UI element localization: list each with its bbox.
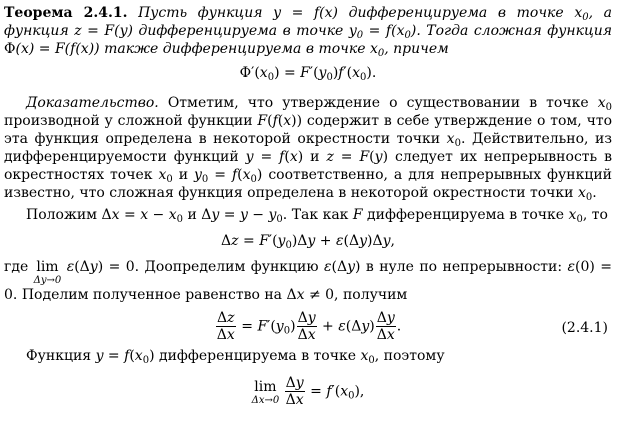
equation-2: $\frac{\Delta z}{\Delta x}$ = $F'(y_0)$ $\frac{\Delta y}{\Delta x}$ + ε(Δy) $\frac{\Delta y}{\Delta x}$ . (2.4.1) xyxy=(216,310,608,343)
equation-1: $\Delta z = F'(y_0)\Delta y + \varepsilon(\Delta y)\Delta y$, xyxy=(221,233,395,251)
theorem: Теорема 2.4.1. Пусть функция y = f(x) дифференцируема в точке $x_0$, а функция z = F(y) дифференцируема в точке $y_0 = f(x_0)$. Тогда сложная функция Φ(x) = F(f(x)) также дифференцируема в точке $x_0$, причем xyxy=(4,5,612,59)
theorem-formula: $\Phi'(x_0) = F'(y_0)f'(x_0)$. xyxy=(239,65,377,83)
equation-number: (2.4.1) xyxy=(561,320,608,336)
equation-3: lim Δx→0 $\frac{\Delta y}{\Delta x}$ = $f'(x_0)$, xyxy=(251,375,365,408)
document-page xyxy=(4,0,612,408)
paragraph-4: Функция $y = f(x_0)$ дифференцируема в точке $x_0$, поэтому xyxy=(26,348,445,366)
paragraph-3: где lim Δy→0 ε(Δy) = 0. Доопределим функцию ε(Δy) в нуле по непрерывности: ε(0) = 0. Поделим полученное равенство на Δx ≠ 0, получим xyxy=(4,259,613,303)
proof-paragraph: Доказательство. Отметим, что утверждение о существовании в точке $x_0$ производной у сложной функции F(f(x)) содержит в себе утверждение о том, что эта функция определена в некоторой окрестности точки $x_0$. Действительно, из дифференцируемости функций y = f(x) и z = F(y) следует их непрерывность в окрестностях точек $x_0$ и $y_0 = f(x_0)$ соответственно, а для непрерывных функций известно, что сложная функция определена в некоторой окрестности точки $x_0$. xyxy=(4,95,612,203)
paragraph-2: Положим $\Delta x = x - x_0$ и $\Delta y = y - y_0$. Так как F дифференцируема в точке $x_0$, то xyxy=(26,207,608,225)
proof-label: Доказательство. xyxy=(26,95,159,111)
theorem-label: Теорема 2.4.1. xyxy=(4,5,128,21)
